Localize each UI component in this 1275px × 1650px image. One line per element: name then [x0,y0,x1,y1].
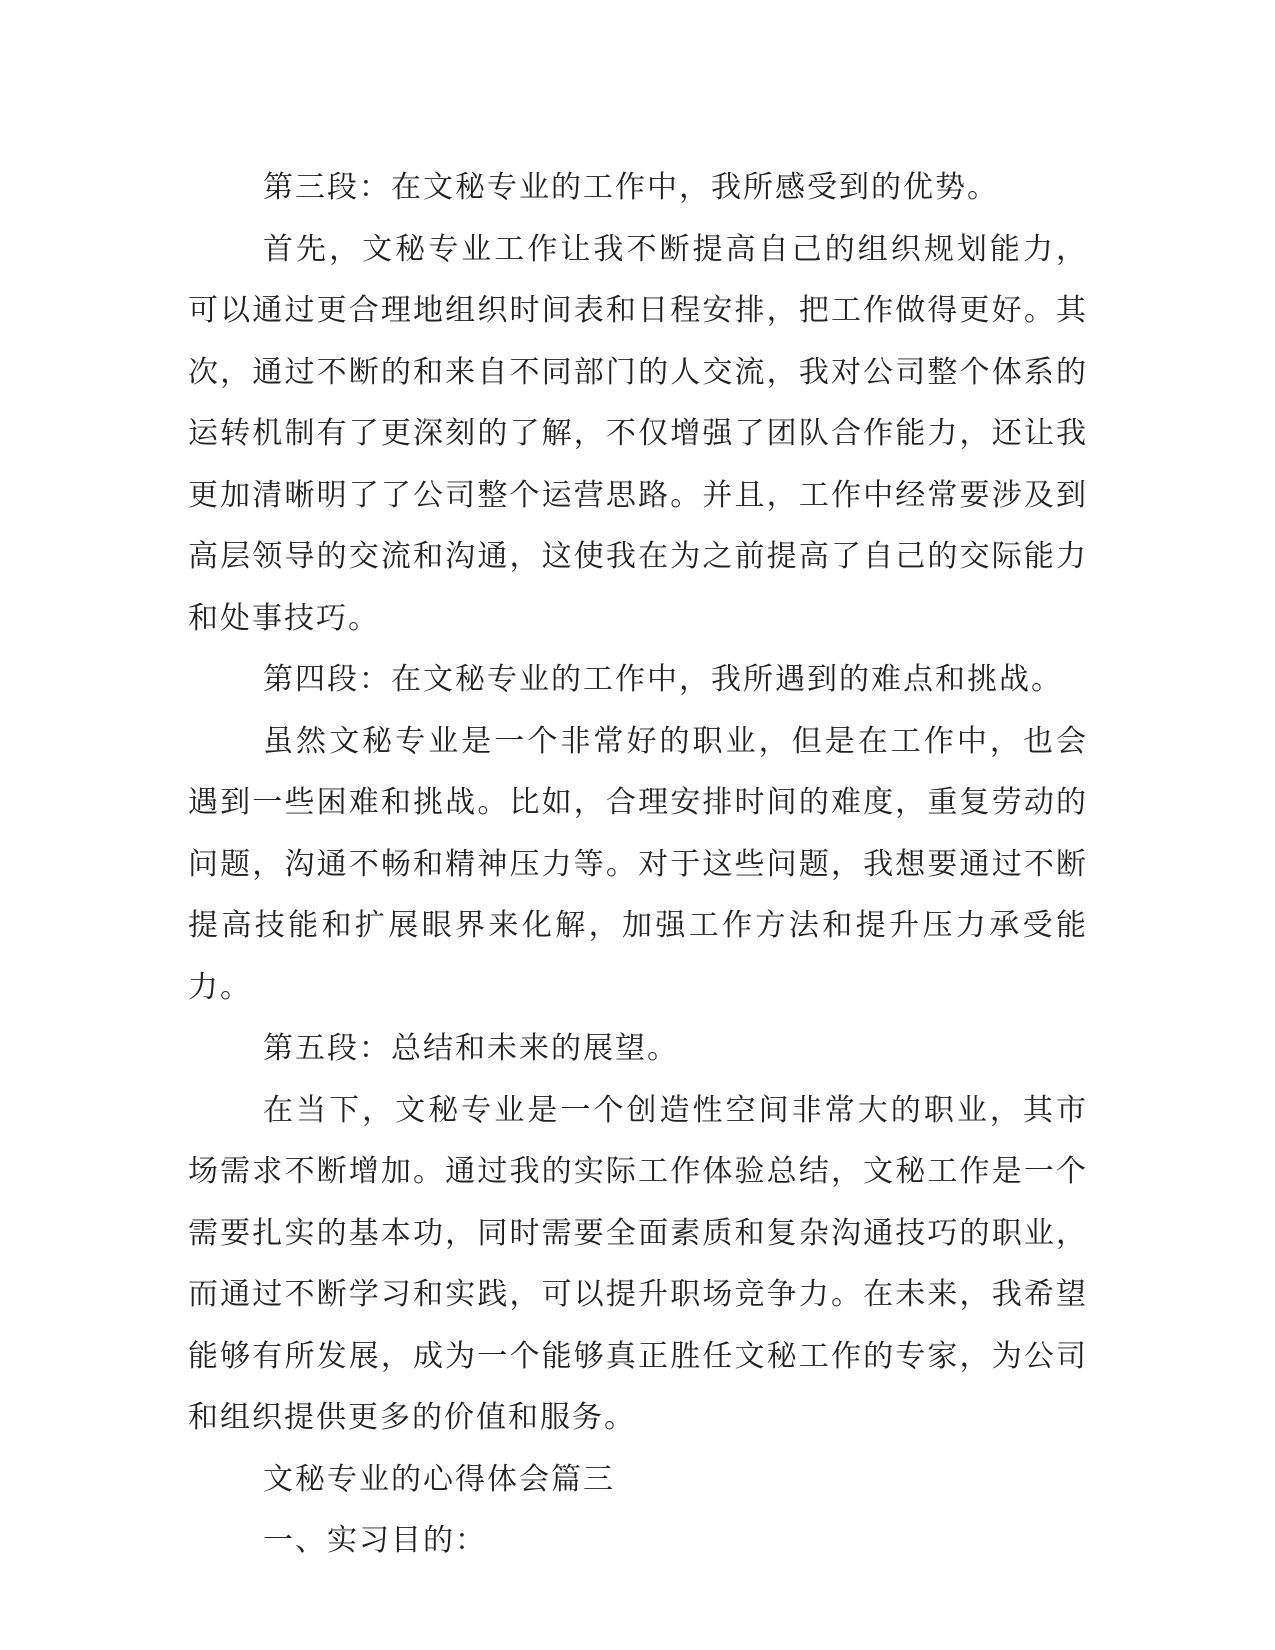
section-heading-4: 第四段：在文秘专业的工作中，我所遇到的难点和挑战。 [263,662,1063,697]
section-heading-5: 第五段：总结和未来的展望。 [263,1031,679,1066]
paragraph-challenges: 虽然文秘专业是一个非常好的职业，但是在工作中，也会遇到一些困难和挑战。比如，合理安排时间的难度，重复劳动的问题，沟通不畅和精神压力等。对于这些问题，我想要通过不断提高技能和扩展眼界来化解，加强工作方法和提升压力承受能力。 [188,723,1088,1005]
document-body [188,157,1088,1572]
paragraph-summary: 在当下，文秘专业是一个创造性空间非常大的职业，其市场需求不断增加。通过我的实际工作体验总结，文秘工作是一个需要扎实的基本功，同时需要全面素质和复杂沟通技巧的职业，而通过不断学习和实践，可以提升职场竞争力。在未来，我希望能够有所发展，成为一个能够真正胜任文秘工作的专家，为公司和组织提供更多的价值和服务。 [188,1092,1088,1435]
article-title: 文秘专业的心得体会篇三 [263,1461,615,1497]
subsection-heading: 一、实习目的： [263,1523,487,1558]
paragraph-advantages: 首先，文秘专业工作让我不断提高自己的组织规划能力，可以通过更合理地组织时间表和日程安排，把工作做得更好。其次，通过不断的和来自不同部门的人交流，我对公司整个体系的运转机制有了更深刻的了解，不仅增强了团队合作能力，还让我更加清晰明了了公司整个运营思路。并且，工作中经常要涉及到高层领导的交流和沟通，这使我在为之前提高了自己的交际能力和处事技巧。 [188,231,1088,636]
section-heading-3: 第三段：在文秘专业的工作中，我所感受到的优势。 [263,170,999,205]
